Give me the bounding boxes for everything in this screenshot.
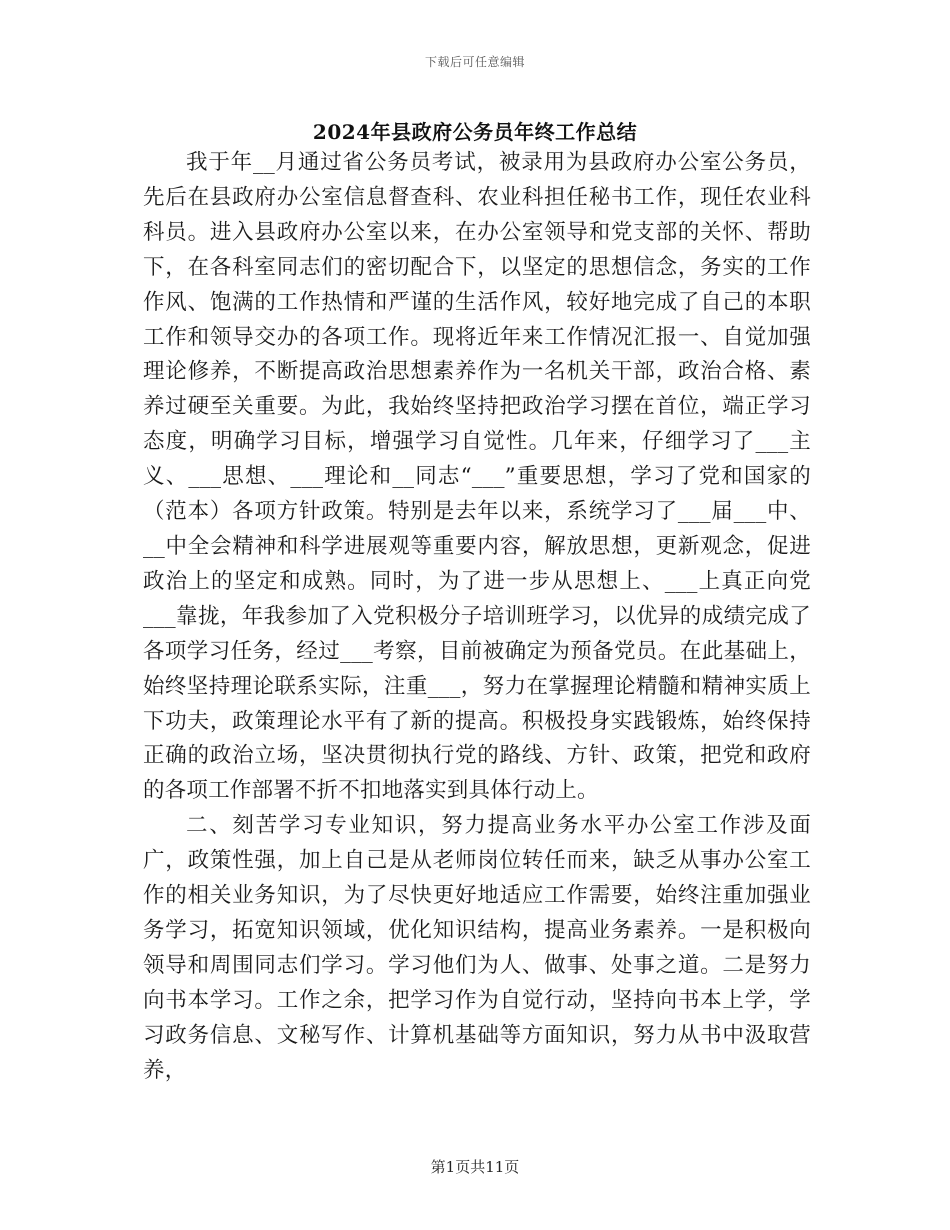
paragraph-1: 我于年__月通过省公务员考试，被录用为县政府办公室公务员，先后在县政府办公室信息督查科、农业科担任秘书工作，现任农业科科员。进入县政府办公室以来，在办公室领导和党支部的关怀、帮助下，在各科室同志们的密切配合下，以坚定的思想信念，务实的工作作风、饱满的工作热情和严谨的生活作风，较好地完成了自己的本职工作和领导交办的各项工作。现将近年来工作情况汇报一、自觉加强理论修养，不断提高政治思想素养作为一名机关干部，政治合格、素养过硬至关重要。为此，我始终坚持把政治学习摆在首位，端正学习态度，明确学习目标，增强学习自觉性。几年来，仔细学习了___主义、___思想、___理论和__同志“___”重要思想，学习了党和国家的（范本）各项方针政策。特别是去年以来，系统学习了___届___中、__中全会精神和科学进展观等重要内容，解放思想，更新观念，促进政治上的坚定和成熟。同时，为了进一步从思想上、___上真正向党___靠拢，年我参加了入党积极分子培训班学习，以优异的成绩完成了各项学习任务，经过___考察，目前被确定为预备党员。在此基础上，始终坚持理论联系实际，注重___，努力在掌握理论精髓和精神实质上下功夫，政策理论水平有了新的提高。积极投身实践锻炼，始终保持正确的政治立场，坚决贯彻执行党的路线、方针、政策，把党和政府的各项工作部署不折不扣地落实到具体行动上。 [143, 150, 811, 804]
page-number: 第1页共11页 [430, 1158, 520, 1176]
document-body [143, 146, 811, 1088]
document-title: 2024年县政府公务员年终工作总结 [312, 120, 638, 144]
header-note: 下载后可任意编辑 [424, 55, 525, 69]
paragraph-2: 二、刻苦学习专业知识，努力提高业务水平办公室工作涉及面广，政策性强，加上自己是从老师岗位转任而来，缺乏从事办公室工作的相关业务知识，为了尽快更好地适应工作需要，始终注重加强业务学习，拓宽知识领域，优化知识结构，提高业务素养。一是积极向领导和周围同志们学习。学习他们为人、做事、处事之道。二是努力向书本学习。工作之余，把学习作为自觉行动，坚持向书本上学，学习政务信息、文秘写作、计算机基础等方面知识，努力从书中汲取营养， [143, 813, 811, 1083]
